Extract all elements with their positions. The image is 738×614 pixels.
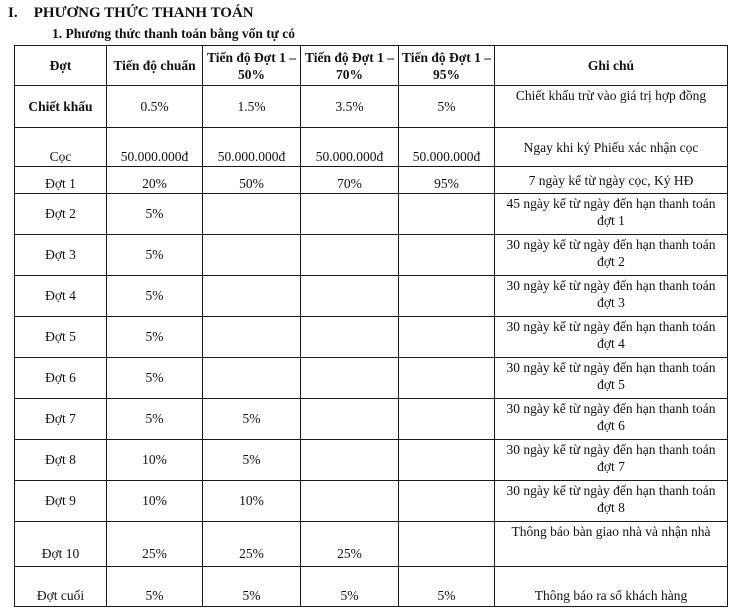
header-note: Ghi chú <box>495 46 728 86</box>
cell-phase1-95 <box>399 440 495 481</box>
table-row <box>15 235 728 276</box>
cell-phase1-50 <box>203 276 301 317</box>
row-dot: Đợt cuối <box>15 567 107 607</box>
cell-phase1-95 <box>399 194 495 235</box>
table-row <box>15 522 728 567</box>
header-phase1-70: Tiến độ Đợt 1 – 70% <box>301 46 399 86</box>
section-heading <box>8 4 254 22</box>
cell-note: 30 ngày kể từ ngày đến hạn thanh toán đợt 7 <box>495 440 728 481</box>
cell-phase1-95: 5% <box>399 86 495 128</box>
cell-phase1-70 <box>301 358 399 399</box>
cell-phase1-70: 5% <box>301 567 399 607</box>
cell-phase1-95: 5% <box>399 567 495 607</box>
cell-phase1-50: 50% <box>203 167 301 194</box>
row-dot: Đợt 3 <box>15 235 107 276</box>
cell-phase1-70 <box>301 399 399 440</box>
table-row <box>15 86 728 128</box>
cell-phase1-70: 70% <box>301 167 399 194</box>
cell-phase1-50: 5% <box>203 440 301 481</box>
cell-phase1-50: 5% <box>203 567 301 607</box>
cell-standard: 5% <box>107 235 203 276</box>
payment-schedule-table <box>14 45 728 607</box>
header-phase1-50: Tiến độ Đợt 1 – 50% <box>203 46 301 86</box>
cell-phase1-95 <box>399 358 495 399</box>
cell-note: 30 ngày kể từ ngày đến hạn thanh toán đợt 6 <box>495 399 728 440</box>
cell-phase1-50 <box>203 317 301 358</box>
row-dot: Đợt 6 <box>15 358 107 399</box>
cell-phase1-95: 95% <box>399 167 495 194</box>
cell-standard: 20% <box>107 167 203 194</box>
cell-note: Ngay khi ký Phiếu xác nhận cọc <box>495 128 728 167</box>
cell-phase1-70 <box>301 440 399 481</box>
table-row <box>15 567 728 607</box>
cell-phase1-50: 10% <box>203 481 301 522</box>
cell-phase1-50: 1.5% <box>203 86 301 128</box>
table-row <box>15 440 728 481</box>
subsection-title: 1. Phương thức thanh toán bằng vốn tự có <box>52 26 295 41</box>
cell-note: 7 ngày kể từ ngày cọc, Ký HĐ <box>495 167 728 194</box>
row-dot: Đợt 10 <box>15 522 107 567</box>
table-row <box>15 128 728 167</box>
header-dot: Đợt <box>15 46 107 86</box>
cell-phase1-50: 50.000.000đ <box>203 128 301 167</box>
row-dot: Đợt 4 <box>15 276 107 317</box>
row-dot: Đợt 1 <box>15 167 107 194</box>
cell-note: 30 ngày kể từ ngày đến hạn thanh toán đợt 2 <box>495 235 728 276</box>
cell-standard: 50.000.000đ <box>107 128 203 167</box>
cell-phase1-95: 50.000.000đ <box>399 128 495 167</box>
cell-phase1-95 <box>399 481 495 522</box>
row-dot: Chiết khấu <box>15 86 107 128</box>
cell-phase1-50 <box>203 235 301 276</box>
cell-note: 30 ngày kể từ ngày đến hạn thanh toán đợt 8 <box>495 481 728 522</box>
cell-standard: 10% <box>107 440 203 481</box>
table-row <box>15 317 728 358</box>
cell-note: 30 ngày kể từ ngày đến hạn thanh toán đợt 5 <box>495 358 728 399</box>
cell-standard: 5% <box>107 194 203 235</box>
cell-note: Chiết khấu trừ vào giá trị hợp đồng <box>495 86 728 128</box>
header-standard: Tiến độ chuẩn <box>107 46 203 86</box>
cell-standard: 5% <box>107 317 203 358</box>
cell-phase1-70 <box>301 235 399 276</box>
table-row <box>15 481 728 522</box>
cell-phase1-70 <box>301 317 399 358</box>
table-row <box>15 167 728 194</box>
section-title: PHƯƠNG THỨC THANH TOÁN <box>33 5 254 21</box>
cell-phase1-50: 25% <box>203 522 301 567</box>
cell-phase1-95 <box>399 522 495 567</box>
cell-standard: 5% <box>107 399 203 440</box>
cell-note: Thông báo bàn giao nhà và nhận nhà <box>495 522 728 567</box>
row-dot: Đợt 2 <box>15 194 107 235</box>
cell-phase1-70: 50.000.000đ <box>301 128 399 167</box>
row-dot: Cọc <box>15 128 107 167</box>
cell-phase1-70: 3.5% <box>301 86 399 128</box>
cell-note: Thông báo ra sổ khách hàng <box>495 567 728 607</box>
table-row <box>15 276 728 317</box>
cell-note: 30 ngày kể từ ngày đến hạn thanh toán đợt 4 <box>495 317 728 358</box>
cell-note: 30 ngày kể từ ngày đến hạn thanh toán đợt 3 <box>495 276 728 317</box>
cell-phase1-70 <box>301 481 399 522</box>
row-dot: Đợt 5 <box>15 317 107 358</box>
cell-standard: 10% <box>107 481 203 522</box>
cell-phase1-95 <box>399 276 495 317</box>
cell-phase1-70: 25% <box>301 522 399 567</box>
cell-standard: 0.5% <box>107 86 203 128</box>
cell-phase1-50 <box>203 358 301 399</box>
table-row <box>15 358 728 399</box>
cell-standard: 5% <box>107 358 203 399</box>
table-header-row <box>15 46 728 86</box>
row-dot: Đợt 8 <box>15 440 107 481</box>
cell-phase1-95 <box>399 317 495 358</box>
cell-phase1-50 <box>203 194 301 235</box>
section-number: I. <box>8 5 18 21</box>
cell-standard: 25% <box>107 522 203 567</box>
cell-phase1-95 <box>399 235 495 276</box>
table-row <box>15 399 728 440</box>
cell-standard: 5% <box>107 276 203 317</box>
header-phase1-95: Tiến độ Đợt 1 – 95% <box>399 46 495 86</box>
cell-note: 45 ngày kể từ ngày đến hạn thanh toán đợt 1 <box>495 194 728 235</box>
row-dot: Đợt 9 <box>15 481 107 522</box>
row-dot: Đợt 7 <box>15 399 107 440</box>
cell-phase1-50: 5% <box>203 399 301 440</box>
cell-phase1-70 <box>301 276 399 317</box>
table-row <box>15 194 728 235</box>
cell-phase1-70 <box>301 194 399 235</box>
cell-standard: 5% <box>107 567 203 607</box>
cell-phase1-95 <box>399 399 495 440</box>
